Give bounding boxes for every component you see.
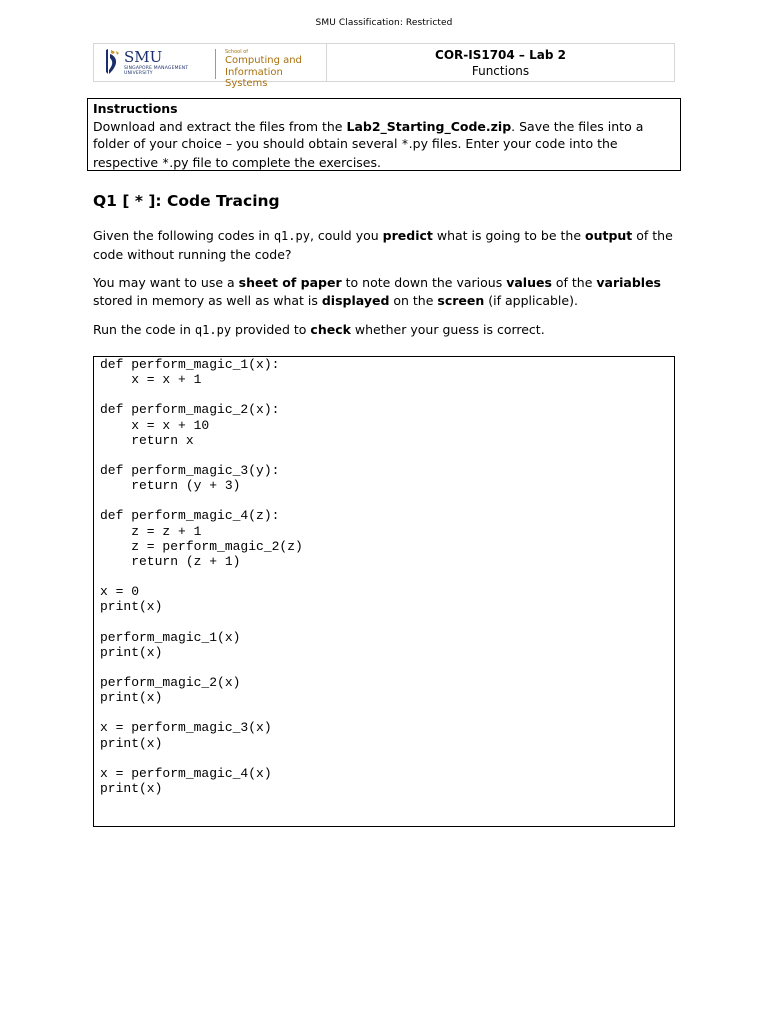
classification-label: SMU Classification: Restricted [315,18,453,28]
smu-crest-icon [102,48,122,78]
p3-text-1: Run the code in [93,322,195,337]
code-line: return x [100,432,194,448]
code-line [100,493,674,508]
p2-text-2: to note down the various [341,275,507,290]
course-title: COR-IS1704 – Lab 2 [435,47,566,62]
code-line: print(x) [100,735,163,751]
code-line: x = x + 1 [100,372,202,388]
p3-bold-check: check [310,322,351,337]
code-line [100,569,674,584]
code-line: def perform_magic_2(x): [100,402,280,418]
code-block [93,356,675,827]
code-line: x = perform_magic_3(x) [100,720,272,736]
smu-wordmark: SMU [124,48,163,66]
school-name-block [215,49,326,89]
p2-bold-4: displayed [321,292,390,308]
zip-filename: Lab2_Starting_Code.zip [346,118,512,134]
code-line [100,705,674,720]
wildcard-1: * [401,137,409,151]
p2-bold-3: variables [596,275,661,290]
code-line: return (y + 3) [100,478,241,494]
p3-text-2: provided to [231,322,311,337]
p1-text-3: what is going to be the [432,228,585,243]
question-paragraph-3 [93,321,673,340]
p1-text-1: Given the following codes in [93,228,274,243]
p3-filename: q1.py [194,323,232,337]
p2-bold-2: values [506,275,552,290]
p2-text-6: (if applicable). [484,292,578,308]
code-line [100,448,674,463]
code-line [100,614,674,629]
code-line: z = perform_magic_2(z) [100,538,303,554]
smu-university-name [124,66,188,76]
code-line [100,660,674,675]
code-line: print(x) [100,690,163,706]
p1-text-2: , could you [309,228,383,243]
code-line: def perform_magic_3(y): [100,462,280,478]
smu-logo [94,44,327,89]
school-name-line1: Computing and [225,55,302,66]
smu-sub-line1: SINGAPORE MANAGEMENT [124,66,189,71]
code-line: def perform_magic_4(z): [100,508,280,524]
instructions-text-3: .py files. Enter your code into the respective [93,136,618,170]
code-line: x = perform_magic_4(x) [100,765,272,781]
header-course-info [327,44,674,81]
p3-text-3: whether your guess is correct. [350,322,545,337]
code-line: return (z + 1) [100,553,241,569]
p1-text-4: of the code without running the code? [93,228,673,262]
instructions-title: Instructions [93,101,178,116]
code-line: perform_magic_2(x) [100,674,241,690]
code-line: def perform_magic_1(x): [100,357,280,372]
p2-text-3: of the [551,275,597,290]
code-line: print(x) [100,644,163,660]
school-name-line2: Information Systems [225,66,283,89]
instructions-text-4: .py file to complete the exercises. [169,154,381,170]
code-line [100,387,674,402]
question-title: Q1 [ * ]: Code Tracing [93,192,280,210]
code-line: print(x) [100,599,163,615]
p2-bold-1: sheet of paper [238,275,342,290]
smu-sub-line2: UNIVERSITY [124,71,153,76]
p2-text-5: on the [389,292,438,308]
document-header [93,43,675,89]
question-paragraph-1 [93,227,673,263]
instructions-text [93,118,675,173]
instructions-box [87,98,681,171]
p2-text-4: stored in memory as well as what is [93,292,322,308]
p2-text-1: You may want to use a [93,275,239,290]
instructions-text-1: Download and extract the files from the [93,118,347,134]
course-subtitle: Functions [471,63,530,78]
school-small-label: School of [225,49,249,55]
code-line: x = 0 [100,584,140,600]
p1-filename: q1.py [273,229,310,243]
p2-bold-5: screen [437,292,485,308]
code-line: z = z + 1 [100,523,202,539]
instructions-text-2: . Save the files into a folder of your choice – you should obtain several [93,118,644,151]
p1-bold-output: output [584,228,633,243]
code-line: perform_magic_1(x) [100,629,241,645]
wildcard-2: * [162,155,170,170]
code-line: print(x) [100,780,163,796]
question-paragraph-2 [93,274,673,309]
p1-bold-predict: predict [382,228,433,243]
code-line: x = x + 10 [100,417,210,433]
code-line [100,751,674,766]
